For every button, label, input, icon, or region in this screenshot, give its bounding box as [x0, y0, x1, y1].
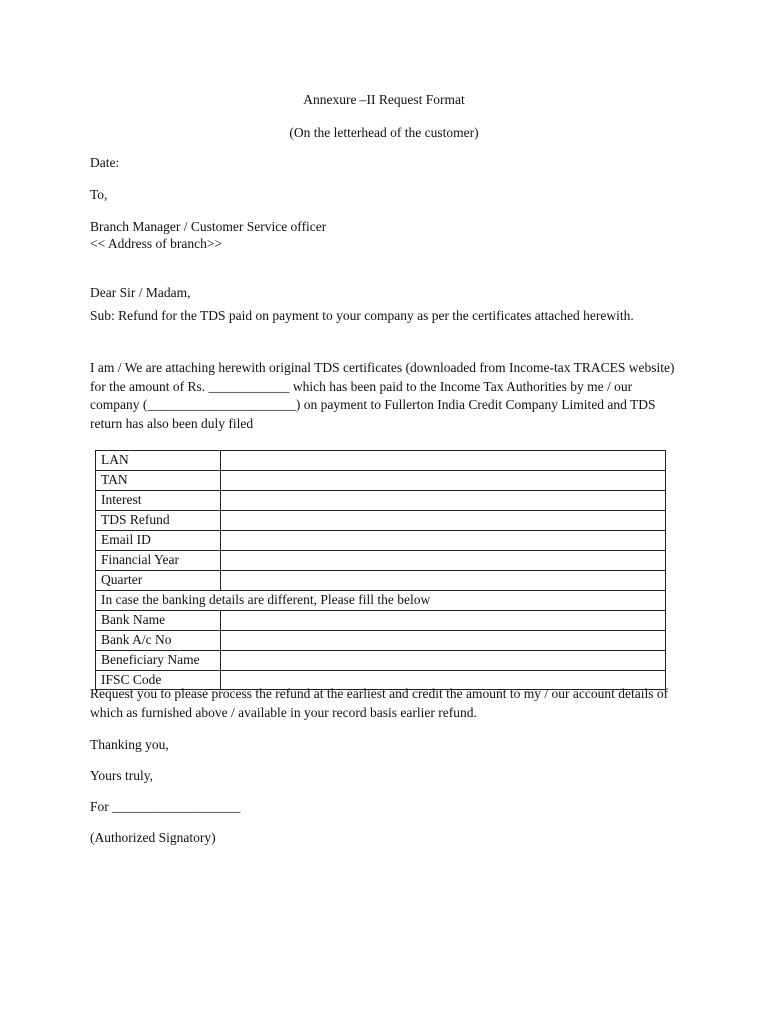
addressee-line-1: Branch Manager / Customer Service officer	[90, 219, 327, 234]
row-label-quarter: Quarter	[96, 571, 221, 591]
date-label: Date:	[90, 155, 120, 170]
table-row	[96, 631, 666, 651]
addressee-line-2: << Address of branch>>	[90, 236, 223, 251]
closing-yours: Yours truly,	[90, 768, 154, 783]
row-value-lan[interactable]	[221, 451, 666, 471]
banking-note: In case the banking details are different, Please fill the below	[96, 591, 666, 611]
table-row	[96, 511, 666, 531]
row-label-tan: TAN	[96, 471, 221, 491]
authorized-signatory: (Authorized Signatory)	[90, 830, 216, 845]
body-paragraph: I am / We are attaching herewith original TDS certificates (downloaded from Income-tax TRACES website) for the amount of Rs. ____________ which has been paid to the Income Tax Authorities by me / our company (______________________) on payment to Fullerton India Credit Company Limited and TDS return has also been duly filed	[90, 360, 675, 431]
table-row	[96, 651, 666, 671]
row-label-lan: LAN	[96, 451, 221, 471]
row-label-bank-name: Bank Name	[96, 611, 221, 631]
row-value-tds-refund[interactable]	[221, 511, 666, 531]
row-value-tan[interactable]	[221, 471, 666, 491]
row-label-bank-account: Bank A/c No	[96, 631, 221, 651]
row-value-financial-year[interactable]	[221, 551, 666, 571]
for-signature-line: For ___________________	[90, 799, 241, 814]
row-value-bank-account[interactable]	[221, 631, 666, 651]
to-label: To,	[90, 187, 108, 202]
row-label-email-id: Email ID	[96, 531, 221, 551]
table-row	[96, 571, 666, 591]
row-value-bank-name[interactable]	[221, 611, 666, 631]
request-paragraph: Request you to please process the refund at the earliest and credit the amount to my / our account details of which as furnished above / available in your record basis earlier refund.	[90, 686, 669, 720]
row-value-interest[interactable]	[221, 491, 666, 511]
table-row	[96, 591, 666, 611]
row-label-financial-year: Financial Year	[96, 551, 221, 571]
salutation: Dear Sir / Madam,	[90, 285, 191, 300]
row-label-interest: Interest	[96, 491, 221, 511]
table-row	[96, 551, 666, 571]
document-title: Annexure –II Request Format	[303, 92, 465, 107]
table-row	[96, 491, 666, 511]
details-table	[95, 450, 666, 690]
table-row	[96, 451, 666, 471]
row-label-ifsc-code: IFSC Code	[96, 671, 221, 690]
row-value-beneficiary-name[interactable]	[221, 651, 666, 671]
document-subtitle: (On the letterhead of the customer)	[289, 125, 479, 140]
table-row	[96, 471, 666, 491]
table-row	[96, 611, 666, 631]
row-label-beneficiary-name: Beneficiary Name	[96, 651, 221, 671]
table-row	[96, 531, 666, 551]
row-value-email-id[interactable]	[221, 531, 666, 551]
closing-thanks: Thanking you,	[90, 737, 169, 752]
row-value-quarter[interactable]	[221, 571, 666, 591]
subject-line: Sub: Refund for the TDS paid on payment to your company as per the certificates attached herewith.	[90, 308, 634, 323]
row-label-tds-refund: TDS Refund	[96, 511, 221, 531]
